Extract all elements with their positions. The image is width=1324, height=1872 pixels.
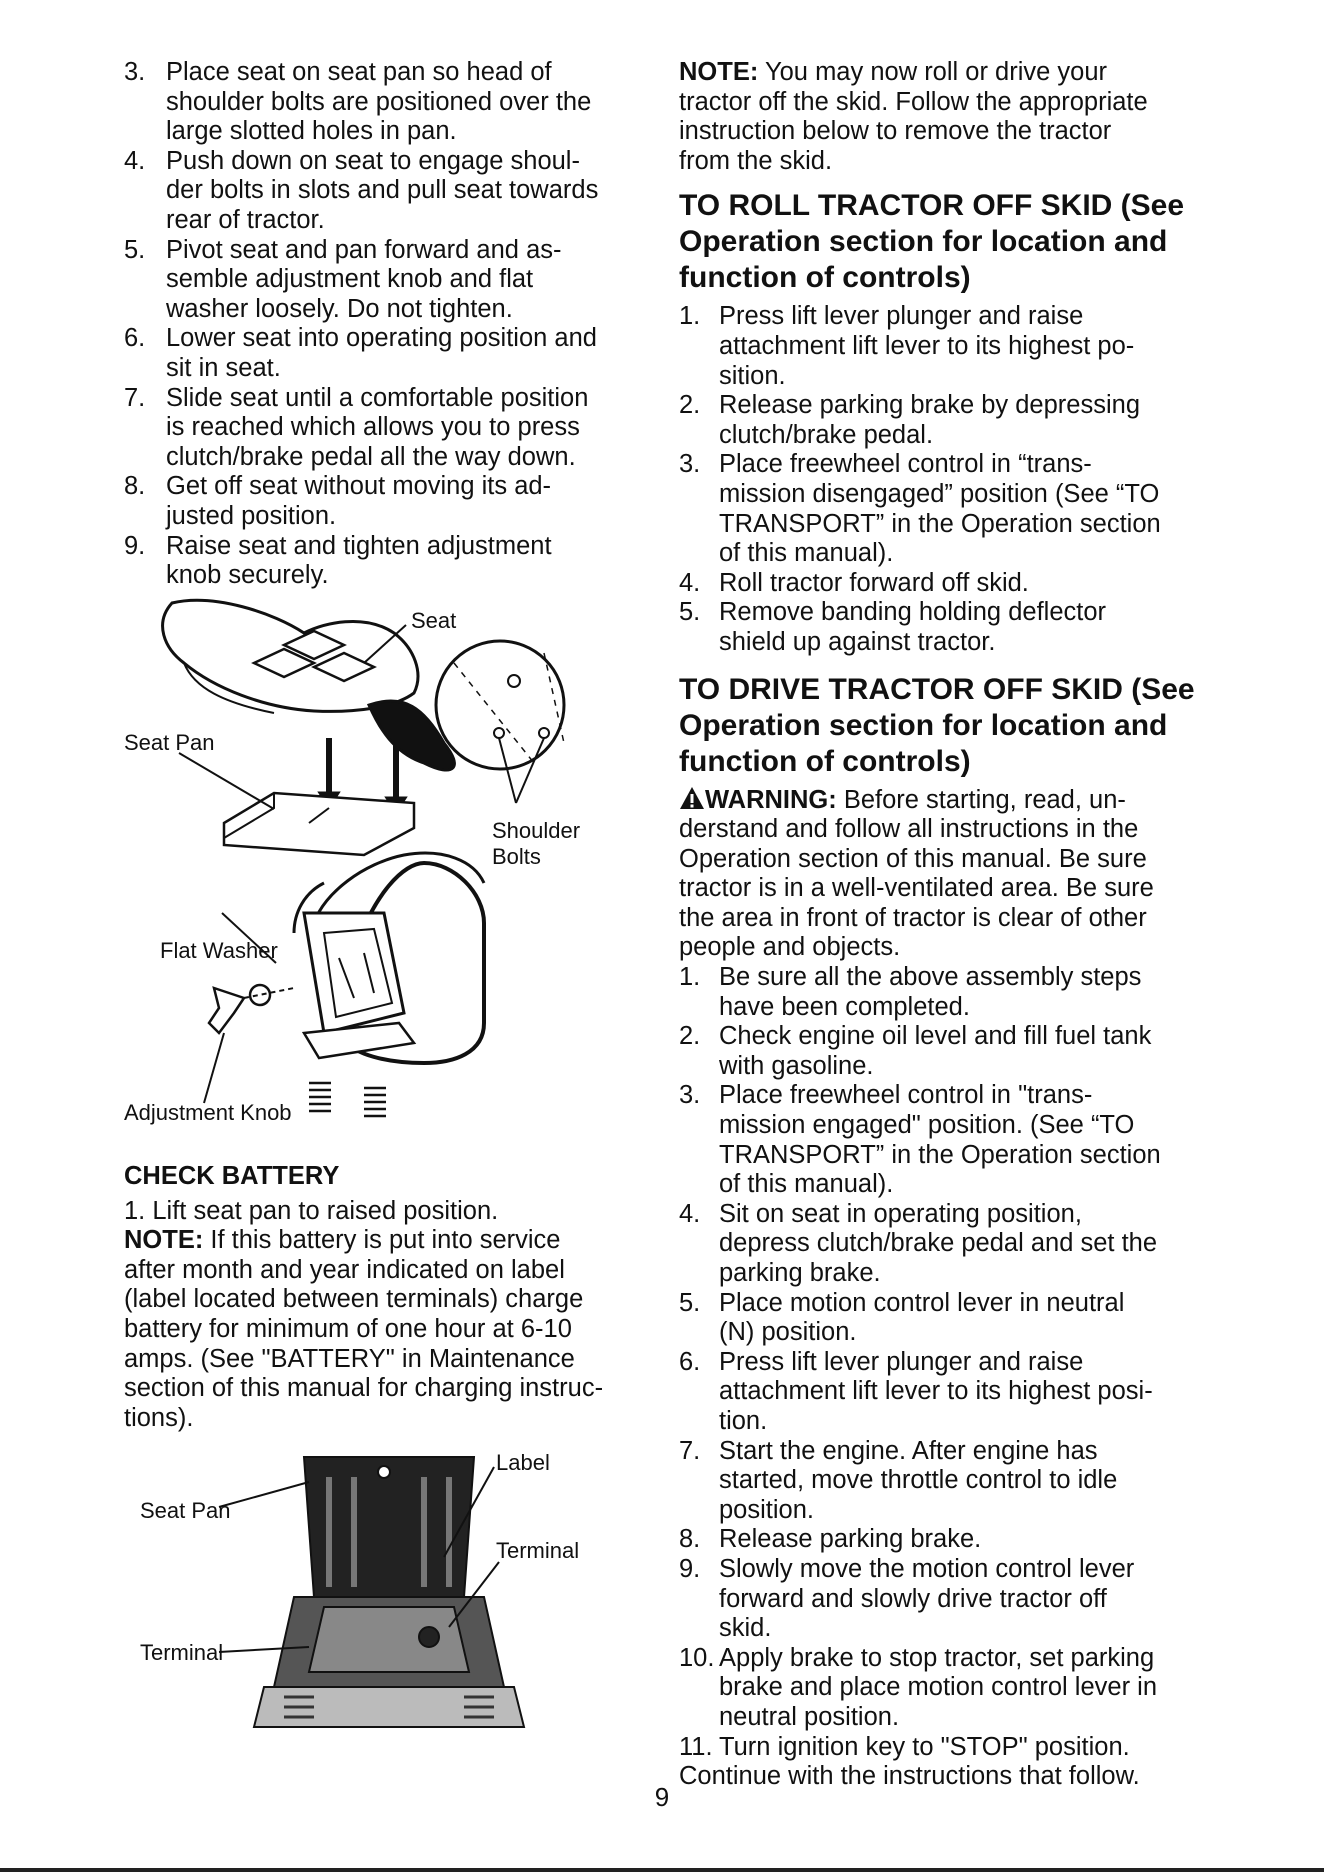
heading-line: function of controls)	[679, 744, 971, 778]
step-line: (N) position.	[719, 1318, 857, 1347]
text-line: people and objects.	[679, 933, 901, 962]
step-number: 5.	[679, 1288, 701, 1317]
seat-installation-figure	[124, 593, 644, 1161]
step-item	[124, 236, 644, 325]
step-item	[679, 1555, 1209, 1644]
step-number: 3.	[124, 58, 146, 86]
step-line: Turn ignition key to "STOP" position.	[719, 1732, 1130, 1761]
step-number: 3.	[679, 450, 701, 479]
step-line: clutch/brake pedal.	[719, 420, 934, 449]
heading-line: Operation section for location and	[679, 225, 1168, 259]
step-item	[679, 450, 1209, 568]
step-line: Press lift lever plunger and raise	[719, 302, 1084, 331]
step-line: Check engine oil level and fill fuel tank	[719, 1022, 1152, 1051]
step-line: position.	[719, 1495, 814, 1524]
step-line: brake and place motion control lever in	[719, 1673, 1157, 1702]
step-item	[124, 147, 644, 236]
step-number: 3.	[679, 1081, 701, 1110]
step-line: clutch/brake pedal all the way down.	[166, 442, 576, 471]
step-line: of this manual).	[719, 539, 894, 568]
step-line: Apply brake to stop tractor, set parking	[719, 1643, 1155, 1672]
battery-figure	[124, 1447, 644, 1747]
step-number: 1.	[679, 302, 701, 331]
step-line: sition.	[719, 361, 786, 390]
battery-label-label: Label	[496, 1450, 550, 1476]
step-number: 2.	[679, 1022, 701, 1051]
step-item	[124, 384, 644, 473]
step-number: 6.	[124, 324, 146, 353]
page-number: 9	[654, 1782, 670, 1812]
step-line: sit in seat.	[166, 353, 281, 382]
step-item	[679, 1022, 1209, 1081]
text-line: If this battery is put into service	[203, 1226, 561, 1255]
step-line: tion.	[719, 1406, 768, 1435]
step-line: attachment lift lever to its highest po-	[719, 331, 1135, 360]
heading-line: TO ROLL TRACTOR OFF SKID (See	[679, 189, 1185, 223]
step-item	[679, 1437, 1209, 1526]
step-number: 7.	[124, 383, 146, 412]
step-line: washer loosely. Do not tighten.	[166, 294, 513, 323]
step-number: 6.	[679, 1347, 701, 1376]
step-number: 5.	[679, 598, 701, 627]
text-line: from the skid.	[679, 146, 833, 175]
text-line: (label located between terminals) charge	[124, 1285, 584, 1314]
step-item	[679, 302, 1209, 391]
step-item	[679, 1348, 1209, 1437]
step-line: parking brake.	[719, 1259, 881, 1287]
step-number: 8.	[124, 472, 146, 501]
battery-note	[124, 1226, 644, 1433]
seat-label: Seat	[411, 607, 457, 633]
step-line: have been completed.	[719, 992, 970, 1021]
step-number: 10.	[679, 1643, 715, 1672]
step-item	[679, 963, 1209, 1022]
check-battery-heading: CHECK BATTERY	[124, 1161, 340, 1190]
battery-terminal-left-label: Terminal	[140, 1640, 224, 1666]
step-line: Place freewheel control in "trans-	[719, 1081, 1093, 1110]
step-item	[679, 1289, 1209, 1348]
text-line: Before starting, read, un-	[836, 785, 1126, 814]
text-line: tractor is in a well-ventilated area. Be sure	[679, 874, 1154, 903]
battery-step-1: 1. Lift seat pan to raised position.	[124, 1196, 499, 1225]
text-line: after month and year indicated on label	[124, 1255, 565, 1284]
step-line: shield up against tractor.	[719, 627, 996, 656]
step-line: forward and slowly drive tractor off	[719, 1584, 1107, 1613]
note-label: NOTE:	[679, 58, 759, 86]
warning-triangle-icon	[679, 786, 705, 810]
skid-note	[679, 58, 1209, 176]
step-line: depress clutch/brake pedal and set the	[719, 1229, 1158, 1258]
text-line: instruction below to remove the tractor	[679, 117, 1112, 146]
step-item	[679, 569, 1209, 599]
step-line: Pivot seat and pan forward and as-	[166, 235, 562, 264]
step-line: Remove banding holding deflector	[719, 598, 1107, 627]
step-line: Slowly move the motion control lever	[719, 1554, 1135, 1583]
step-line: is reached which allows you to press	[166, 413, 580, 442]
step-line: Sit on seat in operating position,	[719, 1199, 1082, 1228]
step-line: shoulder bolts are positioned over the	[166, 87, 592, 116]
text-line: amps. (See "BATTERY" in Maintenance	[124, 1344, 575, 1373]
step-line: started, move throttle control to idle	[719, 1466, 1118, 1495]
step-line: large slotted holes in pan.	[166, 117, 457, 146]
step-number: 9.	[679, 1554, 701, 1583]
step-line: Place motion control lever in neutral	[719, 1288, 1125, 1317]
battery-seat-pan-label: Seat Pan	[140, 1498, 231, 1524]
step-number: 2.	[679, 391, 701, 420]
seat-diagram	[124, 593, 644, 1161]
step-item	[679, 1644, 1209, 1733]
step-number: 5.	[124, 235, 146, 264]
step-line: Push down on seat to engage shoul-	[166, 146, 580, 175]
continue-text: Continue with the instructions that follow.	[679, 1762, 1140, 1791]
step-number: 7.	[679, 1436, 701, 1465]
step-line: Lower seat into operating position and	[166, 324, 597, 353]
step-item	[679, 598, 1209, 657]
text-line: Operation section of this manual. Be sure	[679, 844, 1147, 873]
step-line: der bolts in slots and pull seat towards	[166, 176, 599, 205]
step-number: 1.	[679, 963, 701, 992]
text-line: tions).	[124, 1403, 194, 1432]
note-label: NOTE:	[124, 1226, 204, 1255]
battery-terminal-right-label: Terminal	[496, 1538, 580, 1564]
drive-tractor-heading	[679, 672, 1209, 780]
step-line: with gasoline.	[719, 1051, 874, 1080]
text-line: tractor off the skid. Follow the appropriate	[679, 87, 1148, 116]
text-line: battery for minimum of one hour at 6-10	[124, 1315, 572, 1344]
step-number: 4.	[679, 568, 701, 597]
step-line: Press lift lever plunger and raise	[719, 1347, 1084, 1376]
step-line: Release parking brake.	[719, 1525, 982, 1554]
step-line: semble adjustment knob and flat	[166, 265, 534, 294]
heading-line: TO DRIVE TRACTOR OFF SKID (See	[679, 672, 1195, 706]
step-line: skid.	[719, 1614, 772, 1643]
text-line: You may now roll or drive your	[758, 58, 1107, 86]
roll-tractor-heading	[679, 188, 1209, 296]
step-line: justed position.	[166, 501, 337, 530]
drive-tractor-steps	[679, 963, 1209, 1762]
step-item	[679, 1081, 1209, 1199]
step-item	[679, 391, 1209, 450]
step-line: Roll tractor forward off skid.	[719, 568, 1029, 597]
shoulder-bolts-label-2: Bolts	[492, 843, 541, 869]
heading-line: Operation section for location and	[679, 708, 1168, 742]
adjustment-knob-label: Adjustment Knob	[124, 1099, 292, 1125]
step-line: Get off seat without moving its ad-	[166, 472, 552, 501]
step-item	[124, 324, 644, 383]
step-number: 4.	[124, 146, 146, 175]
step-item	[679, 1525, 1209, 1555]
bottom-rule	[0, 1868, 1324, 1872]
step-item	[679, 1733, 1209, 1763]
step-number: 8.	[679, 1525, 701, 1554]
text-line: section of this manual for charging instruc-	[124, 1374, 604, 1403]
text-line: the area in front of tractor is clear of other	[679, 903, 1147, 932]
text-line: derstand and follow all instructions in the	[679, 815, 1139, 844]
step-line: Place freewheel control in “trans-	[719, 450, 1092, 479]
step-item	[679, 1200, 1209, 1289]
roll-tractor-steps	[679, 302, 1209, 657]
step-line: attachment lift lever to its highest posi-	[719, 1377, 1153, 1406]
step-line: Slide seat until a comfortable position	[166, 383, 589, 412]
step-line: Start the engine. After engine has	[719, 1436, 1098, 1465]
step-item	[124, 532, 644, 591]
right-column	[679, 58, 1209, 1792]
heading-line: function of controls)	[679, 261, 971, 295]
step-line: neutral position.	[719, 1702, 900, 1731]
step-number: 9.	[124, 531, 146, 560]
seat-assembly-steps	[124, 58, 644, 591]
step-line: Be sure all the above assembly steps	[719, 963, 1142, 992]
step-item	[124, 472, 644, 531]
step-line: TRANSPORT” in the Operation section	[719, 509, 1161, 538]
step-line: Place seat on seat pan so head of	[166, 58, 552, 86]
step-line: Release parking brake by depressing	[719, 391, 1140, 420]
step-number: 4.	[679, 1199, 701, 1228]
step-line: mission engaged" position. (See “TO	[719, 1111, 1135, 1140]
battery-diagram	[124, 1447, 644, 1747]
flat-washer-label: Flat Washer	[160, 937, 278, 963]
step-line: TRANSPORT” in the Operation section	[719, 1140, 1161, 1169]
note-label: WARNING:	[705, 785, 837, 814]
left-column	[124, 58, 644, 1747]
shoulder-bolts-label-1: Shoulder	[492, 817, 581, 843]
step-line: rear of tractor.	[166, 205, 325, 234]
seat-pan-label: Seat Pan	[124, 729, 215, 755]
step-item	[124, 58, 644, 147]
step-line: knob securely.	[166, 561, 329, 590]
step-line: of this manual).	[719, 1170, 894, 1199]
warning-block	[679, 786, 1209, 964]
step-line: mission disengaged” position (See “TO	[719, 479, 1160, 508]
step-number: 11.	[679, 1732, 713, 1761]
step-line: Raise seat and tighten adjustment	[166, 531, 552, 560]
